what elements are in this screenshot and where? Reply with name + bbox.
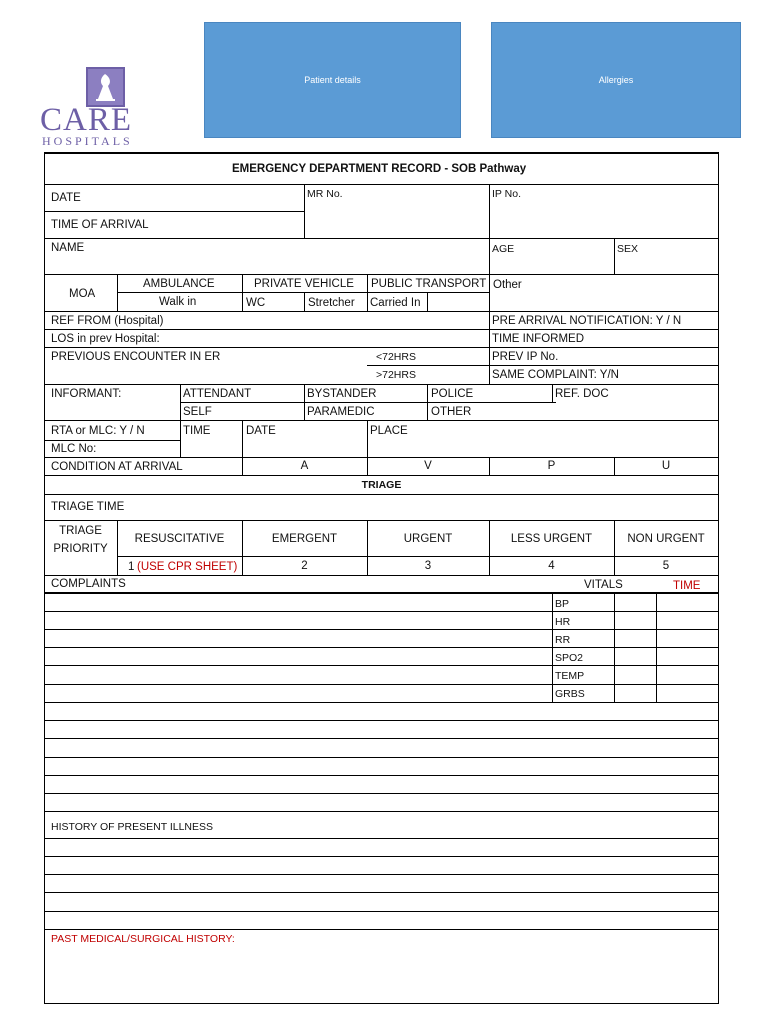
name-label: NAME: [51, 242, 85, 254]
private-vehicle-option: PRIVATE VEHICLE: [254, 278, 354, 290]
rta-mlc-label: RTA or MLC: Y / N: [51, 425, 145, 437]
logo-care-text: CARE: [40, 102, 133, 138]
carried-in-option: Carried In: [370, 297, 421, 309]
informant-label: INFORMANT:: [51, 388, 122, 400]
pmh-label: PAST MEDICAL/SURGICAL HISTORY:: [51, 933, 235, 945]
patient-details-label: Patient details: [304, 75, 361, 85]
mr-no-label: MR No.: [307, 188, 343, 200]
level-less-urgent: LESS URGENT: [510, 533, 593, 545]
vital-rr: RR: [555, 634, 571, 646]
sex-label: SEX: [617, 243, 639, 255]
triage-header: TRIAGE: [361, 479, 402, 491]
other-moa-option: Other: [493, 279, 522, 291]
attendant-option: ATTENDANT: [183, 388, 252, 400]
ip-no-label: IP No.: [492, 188, 521, 200]
stretcher-option: Stretcher: [308, 297, 355, 309]
triage-priority-line1: TRIAGE: [59, 525, 102, 537]
same-complaint-label: SAME COMPLAINT: Y/N: [492, 369, 619, 381]
level-urgent: URGENT: [403, 533, 453, 545]
public-transport-option: PUBLIC TRANSPORT: [371, 278, 487, 290]
complaints-label: COMPLAINTS: [51, 578, 126, 590]
condition-label: CONDITION AT ARRIVAL: [51, 461, 183, 473]
other-informant-option: OTHER: [431, 406, 472, 418]
avpu-a: A: [300, 460, 309, 472]
lt72-option: <72HRS: [376, 351, 416, 363]
time-informed-label: TIME INFORMED: [492, 333, 584, 345]
vitals-label: VITALS: [584, 579, 623, 591]
prev-ip-label: PREV IP No.: [492, 351, 559, 363]
rta-place-label: PLACE: [370, 425, 408, 437]
pre-arrival-label: PRE ARRIVAL NOTIFICATION: Y / N: [492, 315, 682, 327]
allergies-box: [491, 22, 741, 138]
hpi-label: HISTORY OF PRESENT ILLNESS: [51, 821, 214, 833]
avpu-u: U: [661, 460, 671, 472]
logo-hospitals-text: HOSPITALS: [42, 134, 133, 148]
level3-number: 3: [424, 560, 432, 572]
mlc-no-label: MLC No:: [51, 443, 97, 455]
level1-number: 1: [128, 561, 135, 573]
vital-hr: HR: [555, 616, 571, 628]
prev-encounter-label: PREVIOUS ENCOUNTER IN ER: [51, 351, 221, 363]
ref-from-label: REF FROM (Hospital): [51, 315, 164, 327]
patient-details-box: [204, 22, 461, 138]
logo-emblem-icon: [86, 67, 125, 107]
vital-temp: TEMP: [555, 670, 585, 682]
gt72-option: >72HRS: [376, 369, 416, 381]
wc-option: WC: [246, 297, 266, 309]
vitals-time-label: TIME: [673, 580, 701, 592]
walk-in-option: Walk in: [159, 296, 197, 308]
vital-bp: BP: [555, 598, 570, 610]
avpu-p: P: [547, 460, 556, 472]
police-option: POLICE: [431, 388, 474, 400]
date-label: DATE: [51, 192, 81, 204]
rta-date-label: DATE: [246, 425, 276, 437]
paramedic-option: PARAMEDIC: [307, 406, 375, 418]
self-option: SELF: [183, 406, 212, 418]
level-resuscitative: RESUSCITATIVE: [134, 533, 225, 545]
level-non-urgent: NON URGENT: [627, 533, 705, 545]
vital-spo2: SPO2: [555, 652, 584, 664]
level2-number: 2: [301, 560, 308, 572]
bystander-option: BYSTANDER: [307, 388, 377, 400]
level-emergent: EMERGENT: [271, 533, 338, 545]
age-label: AGE: [492, 243, 515, 255]
ambulance-option: AMBULANCE: [143, 278, 215, 290]
level4-number: 4: [548, 560, 555, 572]
time-of-arrival-label: TIME OF ARRIVAL: [51, 219, 149, 231]
vital-grbs: GRBS: [555, 688, 585, 700]
level5-number: 5: [662, 560, 670, 572]
los-prev-label: LOS in prev Hospital:: [51, 333, 160, 345]
form-title: EMERGENCY DEPARTMENT RECORD - SOB Pathway: [232, 163, 527, 175]
avpu-v: V: [424, 460, 432, 472]
ref-doc-option: REF. DOC: [555, 388, 609, 400]
triage-time-label: TRIAGE TIME: [51, 501, 125, 513]
triage-priority-line2: PRIORITY: [53, 543, 108, 555]
level1-note: (USE CPR SHEET): [137, 561, 238, 573]
moa-label: MOA: [69, 288, 96, 300]
allergies-label: Allergies: [598, 75, 634, 85]
rta-time-label: TIME: [183, 425, 211, 437]
